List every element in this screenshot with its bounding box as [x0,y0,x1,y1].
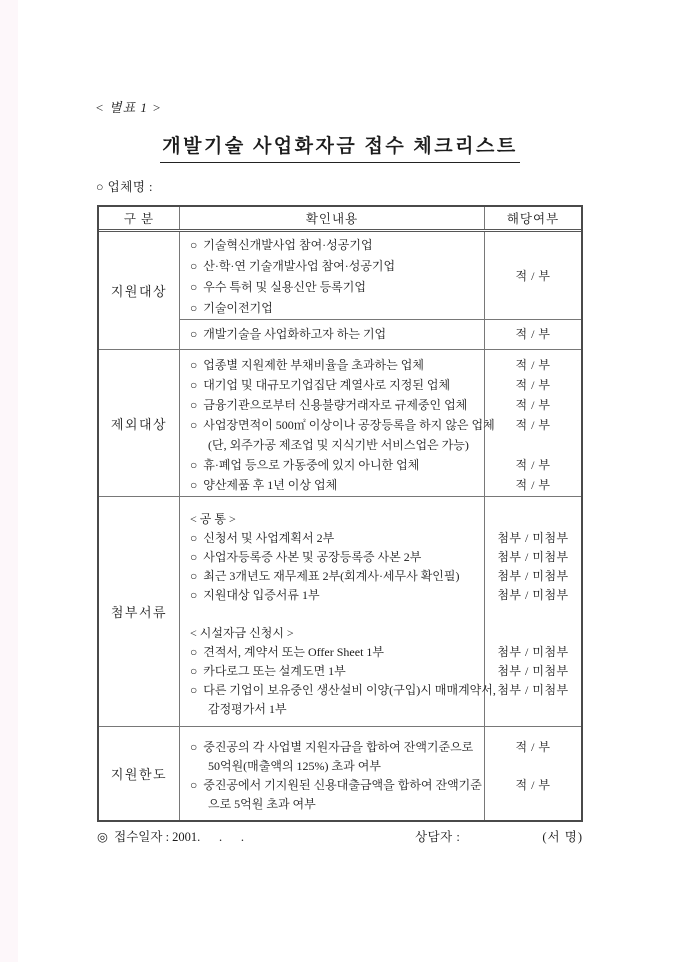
section-content [179,232,581,349]
value-line: 적 / 부 [515,478,551,492]
value-text: 적 / 부 [515,269,551,283]
content-line: ○ 우수 특허 및 실용신안 등록기업 [190,280,366,294]
content-line: ○ 사업자등록증 사본 및 공장등록증 사본 2부 [190,550,422,564]
value-line: 적 / 부 [515,418,551,432]
value-line: 적 / 부 [515,378,551,392]
content-line: ○ 신청서 및 사업계획서 2부 [190,531,335,545]
content-cell [179,350,495,496]
value-line: 적 / 부 [515,740,551,754]
content-line: ○ 개발기술을 사업화하고자 하는 기업 [190,327,387,341]
column-header-category: 구 분 [123,212,155,226]
value-line: 첨부 / 미첨부 [497,588,569,602]
value-cell [485,727,581,820]
receipt-date-label: ◎ 접수일자 : 2001. . . [97,830,245,844]
category-cell: 지원한도 [110,767,168,782]
section-content [179,727,581,820]
table-row [179,497,581,726]
checklist-table-body [99,232,581,820]
company-name-label: ○ 업체명 : [96,180,153,194]
value-line [485,700,581,719]
footer-row [97,827,583,902]
value-line: 첨부 / 미첨부 [497,550,569,564]
content-line: 감정평가서 1부 [208,702,287,716]
value-line: 첨부 / 미첨부 [497,645,569,659]
content-line: ○ 산·학·연 기술개발사업 참여·성공기업 [190,259,396,273]
content-line: ○ 기술이전기업 [190,301,273,315]
value-line [485,757,581,776]
content-line: ○ 다른 기업이 보유중인 생산설비 이양(구입)시 매매계약서, [190,683,496,697]
value-line [485,510,581,529]
section-row [99,232,581,349]
value-line: 첨부 / 미첨부 [497,683,569,697]
section-row [99,496,581,726]
value-line [485,795,581,814]
content-cell [179,232,485,319]
counselor-label: 상담자 : [415,830,461,844]
value-line [485,435,581,455]
section-content [179,497,581,726]
section-row [99,726,581,820]
value-cell [485,497,581,726]
page-title [0,131,680,163]
content-line: ○ 대기업 및 대규모기업집단 계열사로 지정된 업체 [190,378,451,392]
content-line: 50억원(매출액의 125%) 초과 여부 [208,759,381,773]
column-header-applicability: 해당여부 [506,212,560,226]
page-title-text: 개발기술 사업화자금 접수 체크리스트 [160,131,519,163]
value-line: 적 / 부 [515,327,551,341]
content-line: ○ 금융기관으로부터 신용불량거래자로 규제중인 업체 [190,398,468,412]
content-line: 으로 5억원 초과 여부 [208,797,316,811]
value-line: 적 / 부 [515,458,551,472]
table-row [179,319,581,349]
content-line: ○ 기술혁신개발사업 참여·성공기업 [190,238,373,252]
content-line [190,605,482,624]
content-line: ○ 견적서, 계약서 또는 Offer Sheet 1부 [190,645,385,659]
value-line [485,605,581,624]
category-cell: 지원대상 [110,284,168,299]
value-line: 첨부 / 미첨부 [497,664,569,678]
value-cell [485,320,581,349]
section-content [179,350,581,496]
table-header-row [99,207,581,232]
value-line: 첨부 / 미첨부 [497,569,569,583]
value-line: 적 / 부 [515,358,551,372]
value-line [485,624,581,643]
content-cell [179,727,485,820]
value-cell [485,350,581,496]
content-line: ○ 카다로그 또는 설계도면 1부 [190,664,346,678]
content-line: (단, 외주가공 제조업 및 지식기반 서비스업은 가능) [208,438,469,452]
content-line: ○ 휴·폐업 등으로 가동중에 있지 아니한 업체 [190,458,420,472]
table-row [179,727,581,820]
section-row [99,349,581,496]
column-header-check-content: 확인내용 [179,207,485,229]
checklist-table [97,205,583,822]
content-line: < 시설자금 신청시 > [190,626,294,640]
value-cell [485,232,581,319]
content-line: < 공 통 > [190,512,236,526]
value-line: 적 / 부 [515,398,551,412]
category-cell: 제외대상 [110,416,168,432]
annex-label: < 별표 1 > [95,100,162,115]
table-row [179,350,581,496]
table-row [179,232,581,319]
content-line: ○ 업종별 지원제한 부채비율을 초과하는 업체 [190,358,424,372]
value-line: 첨부 / 미첨부 [497,531,569,545]
content-line: ○ 최근 3개년도 재무제표 2부(회계사·세무사 확인필) [190,569,460,583]
category-cell: 첨부서류 [110,605,168,620]
content-line: ○ 지원대상 입증서류 1부 [190,588,320,602]
signature-label: (서 명) [542,830,583,844]
content-line: ○ 중진공의 각 사업별 지원자금을 합하여 잔액기준으로 [190,740,474,754]
value-line: 적 / 부 [515,778,551,792]
content-line: ○ 중진공에서 기지원된 신용대출금액을 합하여 잔액기준 [190,778,482,792]
content-cell [179,497,496,726]
content-line: ○ 양산제품 후 1년 이상 업체 [190,478,338,492]
content-line: ○ 사업장면적이 500㎡ 이상이나 공장등록을 하지 않은 업체 [190,418,495,432]
content-cell [179,320,485,349]
